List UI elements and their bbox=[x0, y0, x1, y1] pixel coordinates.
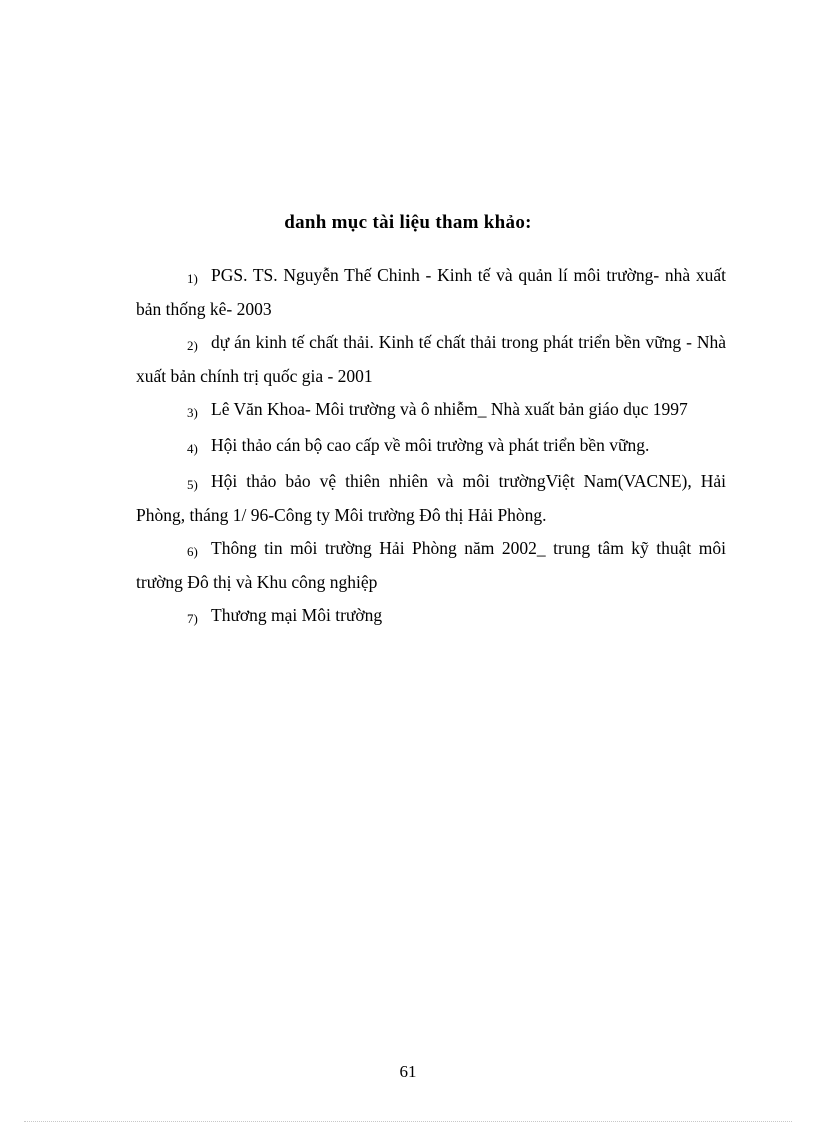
reference-text: PGS. TS. Nguyễn Thế Chinh - Kinh tế và quản lí môi trường- nhà xuất bản thống kê- 2003 bbox=[136, 265, 726, 319]
reference-text: Lê Văn Khoa- Môi trường và ô nhiễm_ Nhà xuất bản giáo dục 1997 bbox=[211, 399, 688, 419]
reference-item bbox=[136, 394, 726, 428]
footer-divider bbox=[24, 1121, 792, 1122]
reference-item bbox=[136, 600, 726, 634]
reference-number: 7) bbox=[187, 611, 198, 626]
reference-item bbox=[136, 260, 726, 325]
reference-item bbox=[136, 327, 726, 392]
reference-number: 1) bbox=[187, 271, 198, 286]
reference-text: Thương mại Môi trường bbox=[211, 605, 383, 625]
page-title: danh mục tài liệu tham khảo: bbox=[284, 212, 532, 233]
reference-text: Thông tin môi trường Hải Phòng năm 2002_ trung tâm kỹ thuật môi trường Đô thị và Khu công nghiệp bbox=[136, 538, 726, 592]
reference-item bbox=[136, 533, 726, 598]
reference-text: dự án kinh tế chất thải. Kinh tế chất thải trong phát triển bền vững - Nhà xuất bản chính trị quốc gia - 2001 bbox=[136, 332, 726, 386]
reference-number: 3) bbox=[187, 405, 198, 420]
reference-number: 2) bbox=[187, 338, 198, 353]
page-number: 61 bbox=[399, 1062, 417, 1081]
reference-text: Hội thảo cán bộ cao cấp về môi trường và phát triển bền vững. bbox=[211, 435, 650, 455]
reference-number: 4) bbox=[187, 441, 198, 456]
reference-number: 6) bbox=[187, 544, 198, 559]
reference-number: 5) bbox=[187, 477, 198, 492]
reference-list bbox=[136, 260, 726, 636]
reference-text: Hội thảo bảo vệ thiên nhiên và môi trườngViệt Nam(VACNE), Hải Phòng, tháng 1/ 96-Công ty Môi trường Đô thị Hải Phòng. bbox=[136, 471, 726, 525]
reference-item bbox=[136, 430, 726, 464]
reference-item bbox=[136, 466, 726, 531]
